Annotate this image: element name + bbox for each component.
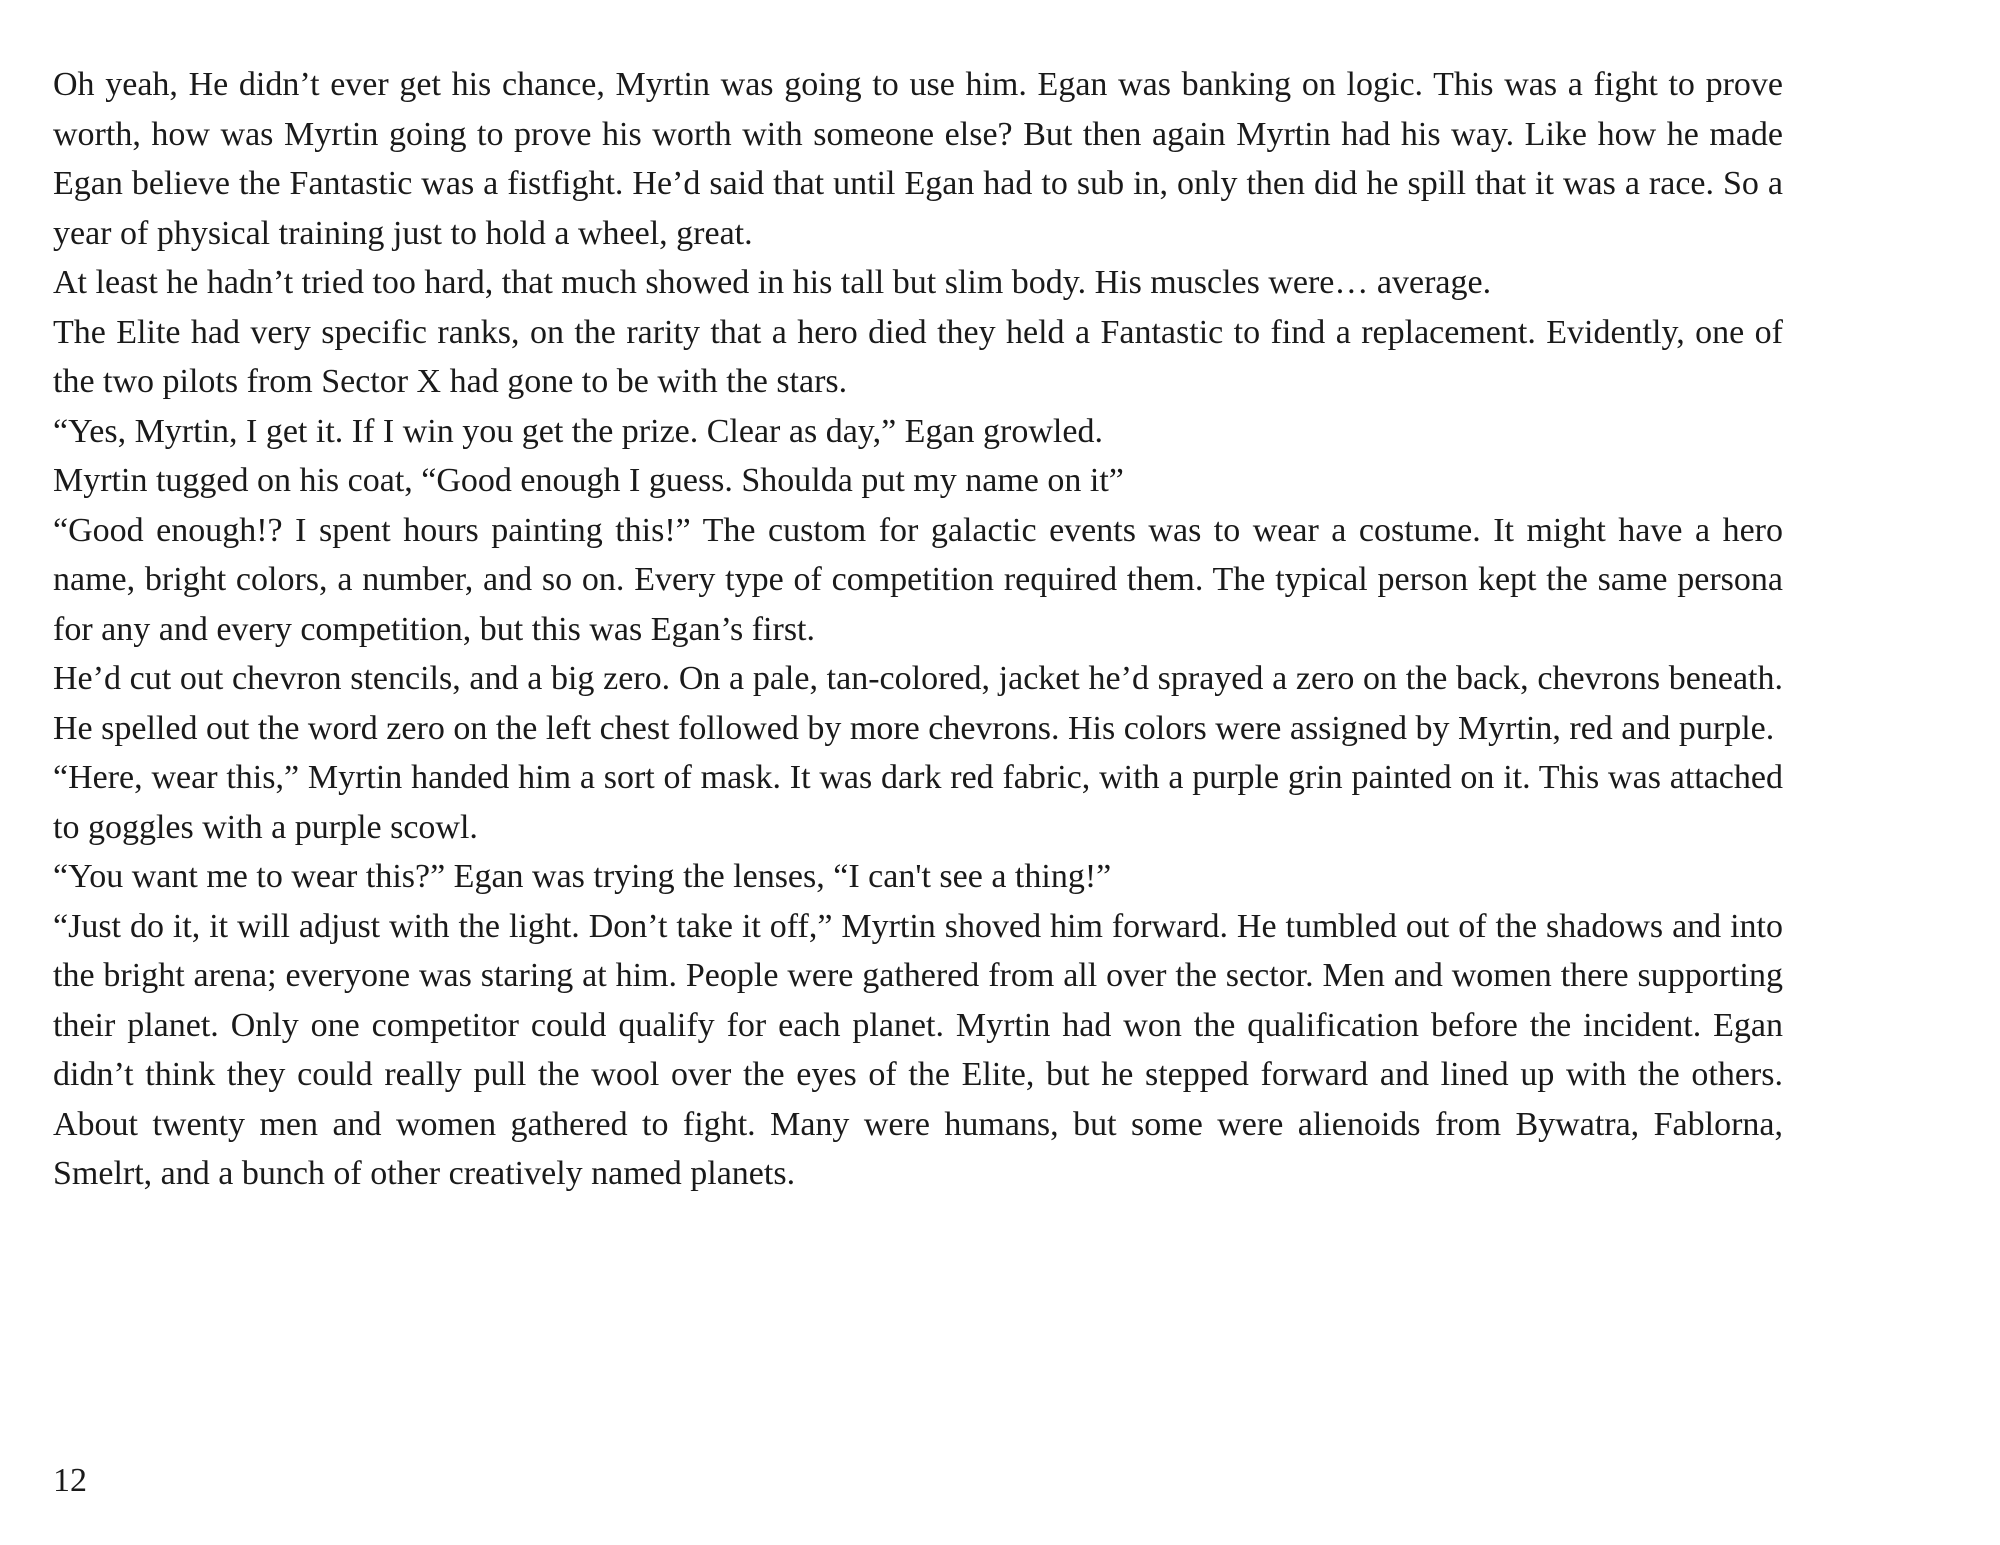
paragraph: “You want me to wear this?” Egan was trying the lenses, “I can't see a thing!” <box>53 858 1112 895</box>
paragraph: “Here, wear this,” Myrtin handed him a sort of mask. It was dark red fabric, with a purple grin painted on it. This was attached to goggles with a purple scowl. <box>53 759 1783 846</box>
paragraph: The Elite had very specific ranks, on the rarity that a hero died they held a Fantastic to find a replacement. Evidently, one of the two pilots from Sector X had gone to be with the stars. <box>53 313 1783 400</box>
body-text <box>53 60 1783 1199</box>
page-number: 12 <box>53 1462 87 1499</box>
paragraph: “Just do it, it will adjust with the light. Don’t take it off,” Myrtin shoved him forward. He tumbled out of the shadows and into the bright arena; everyone was staring at him. People were gathered from all over the sector. Men and women there supporting their planet. Only one competitor could qualify for each planet. Myrtin had won the qualification before the incident. Egan didn’t think they could really pull the wool over the eyes of the Elite, but he stepped forward and lined up with the others. About twenty men and women gathered to fight. Many were humans, but some were alienoids from Bywatra, Fablorna, Smelrt, and a bunch of other creatively named planets. <box>53 907 1783 1192</box>
paragraph: “Yes, Myrtin, I get it. If I win you get the prize. Clear as day,” Egan growled. <box>53 412 1103 450</box>
paragraph: Oh yeah, He didn’t ever get his chance, Myrtin was going to use him. Egan was banking on logic. This was a fight to prove worth, how was Myrtin going to prove his worth with someone else? But then again Myrtin had his way. Like how he made Egan believe the Fantastic was a fistfight. He’d said that until Egan had to sub in, only then did he spill that it was a race. So a year of physical training just to hold a wheel, great. <box>53 66 1783 252</box>
paragraph: Myrtin tugged on his coat, “Good enough I guess. Shoulda put my name on it” <box>53 462 1124 499</box>
paragraph: “Good enough!? I spent hours painting this!” The custom for galactic events was to wear a costume. It might have a hero name, bright colors, a number, and so on. Every type of competition required them. The typical person kept the same persona for any and every competition, but this was Egan’s first. <box>53 511 1783 648</box>
paragraph: At least he hadn’t tried too hard, that much showed in his tall but slim body. His muscles were… average. <box>53 264 1492 301</box>
paragraph: He’d cut out chevron stencils, and a big zero. On a pale, tan-colored, jacket he’d sprayed a zero on the back, chevrons beneath. He spelled out the word zero on the left chest followed by more chevrons. His colors were assigned by Myrtin, red and purple. <box>53 660 1783 747</box>
